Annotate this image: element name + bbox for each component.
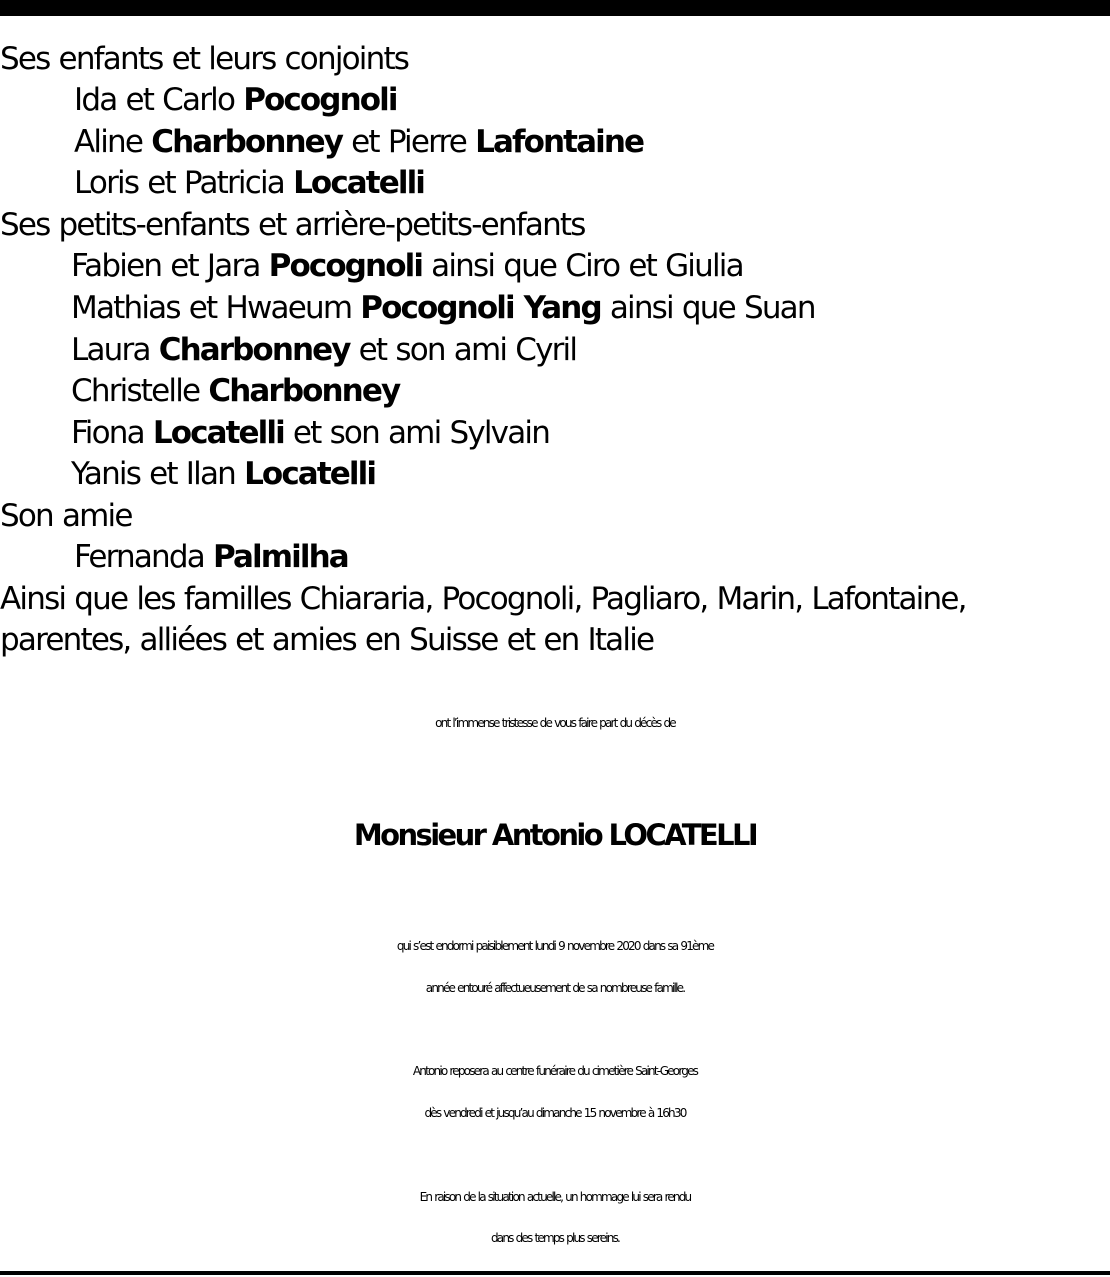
families-line: Ainsi que les familles Chiararia, Pocognoli, Pagliaro, Marin, Lafontaine, xyxy=(0,581,966,617)
surname: Lafontaine xyxy=(475,124,644,160)
child-line: Aline Charbonney et Pierre Lafontaine xyxy=(74,124,644,160)
rest-place-line: dès vendredi et jusqu’au dimanche 15 novembre à 16h30 xyxy=(424,1106,686,1120)
child-line: Loris et Patricia Locatelli xyxy=(74,165,425,201)
surname: Pocognoli xyxy=(243,82,397,118)
death-notice-line: année entouré affectueusement de sa nombreuse famille. xyxy=(425,981,685,995)
surname: Charbonney xyxy=(208,373,400,409)
grandchildren-heading: Ses petits-enfants et arrière-petits-enfants xyxy=(0,207,585,243)
top-border-bar xyxy=(0,0,1110,16)
grandchild-line: Mathias et Hwaeum Pocognoli Yang ainsi que Suan xyxy=(71,290,815,326)
grandchild-line: Fabien et Jara Pocognoli ainsi que Ciro et Giulia xyxy=(71,248,743,284)
child-line: Ida et Carlo Pocognoli xyxy=(74,82,397,118)
children-heading: Ses enfants et leurs conjoints xyxy=(0,41,409,77)
friend-line: Fernanda Palmilha xyxy=(74,539,348,575)
surname: Locatelli xyxy=(293,165,425,201)
bottom-border-rule xyxy=(0,1271,1110,1275)
surname: Locatelli xyxy=(152,415,284,451)
deceased-name: Monsieur Antonio LOCATELLI xyxy=(353,818,757,852)
tribute-line: En raison de la situation actuelle, un hommage lui sera rendu xyxy=(419,1190,691,1204)
announcement-text: ont l’immense tristesse de vous faire part du décès de xyxy=(435,716,675,730)
grandchild-line: Yanis et Ilan Locatelli xyxy=(71,456,376,492)
surname: Pocognoli xyxy=(268,248,423,284)
tribute-line: dans des temps plus sereins. xyxy=(490,1231,620,1245)
surname: Palmilha xyxy=(213,539,348,575)
grandchild-line: Christelle Charbonney xyxy=(71,373,400,409)
grandchild-line: Fiona Locatelli et son ami Sylvain xyxy=(71,415,550,451)
surname: Pocognoli Yang xyxy=(360,290,601,326)
friend-heading: Son amie xyxy=(0,498,132,534)
death-notice-line: qui s’est endormi paisiblement lundi 9 novembre 2020 dans sa 91ème xyxy=(396,939,714,953)
surname: Charbonney xyxy=(158,332,350,368)
grandchild-line: Laura Charbonney et son ami Cyril xyxy=(71,332,577,368)
rest-place-line: Antonio reposera au centre funéraire du cimetière Saint-Georges xyxy=(412,1064,698,1078)
surname: Charbonney xyxy=(151,124,343,160)
surname: Locatelli xyxy=(244,456,376,492)
families-line: parentes, alliées et amies en Suisse et en Italie xyxy=(0,622,654,658)
